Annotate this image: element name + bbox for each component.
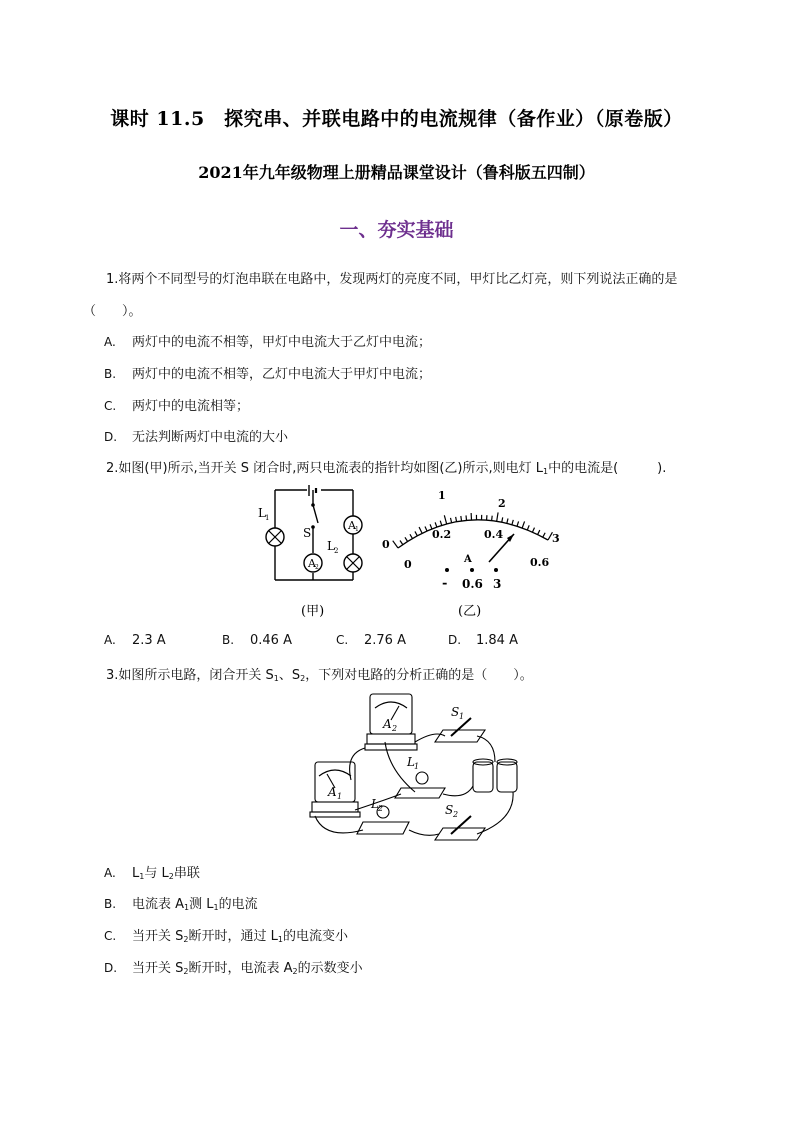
q2-stem: 2.如图(甲)所示,当开关 S 闭合时,两只电流表的指针均如图(乙)所示,则电灯 $L_1$中的电流是( ).	[106, 461, 667, 476]
q3-option-d: D. 当开关 $S_2$断开时，电流表 $A_2$的示数变小	[104, 961, 363, 976]
svg-text:1: 1	[459, 712, 465, 721]
scale-bottom-0: 0	[404, 558, 412, 571]
dial-tick	[405, 537, 408, 541]
fig-label-a2: A	[383, 717, 392, 731]
svg-text:2: 2	[378, 804, 384, 813]
dial-tick	[461, 516, 462, 521]
q2-option-a: A. 2.3 A	[104, 633, 166, 648]
scale-bottom-06: 0.6	[530, 556, 550, 569]
scale-top-3: 3	[552, 532, 560, 545]
q1-option-a: A. 两灯中的电流不相等，甲灯中电流大于乙灯中电流；	[104, 335, 432, 350]
dial-tick	[497, 512, 498, 521]
fig-label-s2: S	[445, 803, 454, 817]
dial-tick	[502, 517, 503, 522]
dial-tick	[543, 533, 545, 537]
lamp-l1-symbol	[266, 528, 284, 546]
section-heading: 一、夯实基础	[339, 219, 454, 241]
dial-tick	[532, 528, 534, 533]
q3-option-a: A. $L_1$与 $L_2$串联	[104, 866, 200, 881]
page-title: 课时 11.5 探究串、并联电路中的电流规律（备作业）（原卷版）	[110, 108, 683, 130]
svg-text:1: 1	[355, 526, 359, 533]
dial-tick	[415, 531, 417, 535]
lamp-l2-symbol	[344, 554, 362, 572]
svg-text:A: A	[348, 519, 356, 532]
scale-top-1: 1	[438, 490, 446, 502]
dial-tick	[425, 526, 427, 531]
dial-tick	[393, 541, 398, 548]
q2-option-c: C. 2.76 A	[336, 633, 406, 648]
scale-top-2: 2	[498, 497, 506, 510]
fig-label-l2: L	[371, 797, 379, 811]
dial-tick	[400, 540, 403, 544]
dial-tick	[507, 518, 508, 523]
svg-text:2: 2	[453, 810, 459, 819]
q1-option-b: B. 两灯中的电流不相等，乙灯中电流大于甲灯中电流；	[104, 367, 432, 382]
dial-tick	[527, 525, 529, 530]
dial-tick	[512, 520, 513, 525]
label-l1: L	[258, 506, 266, 520]
q3-option-c: C. 当开关 $S_2$断开时，通过 $L_1$的电流变小	[104, 929, 348, 944]
svg-text:1: 1	[265, 514, 270, 522]
scale-top-0: 0	[382, 538, 390, 551]
dial-tick	[456, 517, 457, 522]
meter-unit: A	[464, 554, 472, 565]
circuit-diagram-jia	[255, 485, 385, 625]
dial-tick	[451, 518, 452, 523]
dial-tick	[440, 521, 441, 526]
label-l2: L	[327, 539, 335, 553]
dial-tick	[444, 515, 446, 524]
page-subtitle: 2021年九年级物理上册精品课堂设计（鲁科版五四制）	[198, 163, 595, 182]
terminal-3: 3	[493, 577, 502, 591]
dial-tick	[492, 516, 493, 521]
q1-stem-line1: 1.将两个不同型号的灯泡串联在电路中，发现两灯的亮度不同，甲灯比乙灯亮，则下列说法正确的是	[106, 272, 678, 287]
q2-option-d: D. 1.84 A	[448, 633, 518, 648]
caption-jia: (甲)	[301, 604, 325, 619]
q2-option-b: B. 0.46 A	[222, 633, 292, 648]
caption-yi: (乙)	[458, 604, 482, 619]
scale-bottom-02: 0.2	[432, 528, 452, 541]
svg-text:2: 2	[334, 547, 339, 555]
ammeter-dial-yi	[380, 490, 570, 625]
q3-option-b: B. 电流表 $A_1$测 $L_1$的电流	[104, 897, 258, 912]
ammeter-a1-symbol	[344, 516, 362, 534]
q1-stem-line2: （ ）。	[83, 304, 142, 319]
svg-text:2: 2	[392, 724, 398, 733]
dial-tick	[419, 527, 422, 533]
scale-bottom-04: 0.4	[484, 528, 504, 541]
dial-tick	[410, 534, 413, 538]
q3-stem: 3.如图所示电路，闭合开关 $S_1$、$S_2$，下列对电路的分析正确的是（ ）。	[106, 668, 533, 683]
svg-text:2: 2	[315, 564, 319, 571]
fig-label-a1: A	[328, 785, 337, 799]
terminal-06: 0.6	[462, 577, 483, 591]
fig-label-s1: S	[451, 705, 460, 719]
terminal-neg: -	[442, 576, 448, 591]
label-s: S	[303, 526, 312, 540]
q1-option-c: C. 两灯中的电流相等；	[104, 399, 250, 414]
dial-tick	[538, 530, 540, 534]
ammeter-a2-symbol	[304, 554, 322, 572]
svg-text:1: 1	[414, 762, 420, 771]
svg-text:A: A	[308, 557, 316, 570]
svg-text:1: 1	[337, 792, 343, 801]
dial-tick	[435, 522, 437, 527]
fig-label-l1: L	[407, 755, 415, 769]
q1-option-d: D. 无法判断两灯中电流的大小	[104, 430, 289, 445]
physical-circuit-figure	[305, 690, 525, 850]
dial-tick	[522, 521, 524, 528]
dial-tick	[517, 521, 519, 526]
